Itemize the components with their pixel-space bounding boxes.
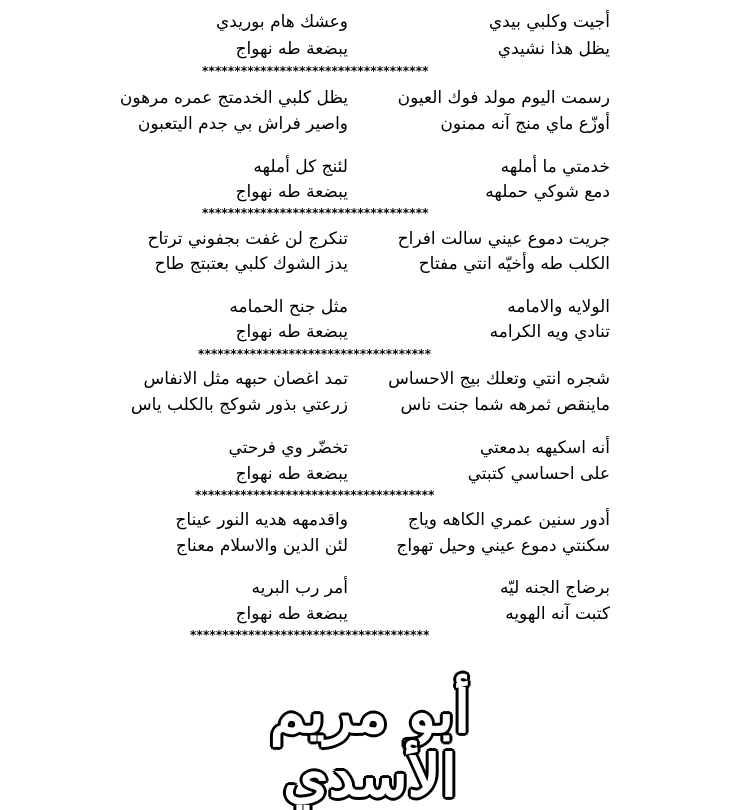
verse-line: أمر رب البريه	[251, 578, 348, 598]
verse-line: يدز الشوك كلبي بعتبتج طاح	[154, 254, 348, 274]
verse-line: تمد اغصان حبهه مثل الانفاس	[143, 369, 348, 389]
verse-line: خدمتي ما أملهه	[500, 157, 610, 177]
separator: *************************************	[190, 628, 430, 642]
verse-line: شجره انتي وتعلك بيج الاحساس	[388, 369, 610, 389]
verse-line: سكنتي دموع عيني وحيل تهواج	[396, 536, 610, 556]
verse-line: أوزّع ماي منج آنه ممنون	[440, 114, 610, 134]
verse-line: مثل جنح الحمامه	[229, 297, 348, 317]
verse-line: وعشك هام بوريدي	[215, 12, 348, 32]
verse-line: يبضعة طه نهواج	[235, 464, 348, 484]
verse-line: الكلب طه وأخيّه انتي مفتاح	[418, 254, 610, 274]
verse-line: ماينقص ثمرهه شما جنت ناس	[400, 395, 610, 415]
verse-line: زرعتي بذور شوكج بالكلب ياس	[130, 395, 348, 415]
verse-line: تخضّر وي فرحتي	[228, 438, 348, 458]
verse-line: رسمت اليوم مولد فوك العيون	[397, 88, 610, 108]
verse-line: دمع شوكي حملهه	[485, 182, 610, 202]
verse-line: يظل هذا نشيدي	[497, 39, 610, 59]
verse-line: أجيت وكلبي بيدي	[488, 12, 610, 32]
separator: ***********************************	[202, 206, 429, 220]
verse-line: تنادي ويه الكرامه	[489, 322, 610, 342]
verse-line: لئن الدين والاسلام معناج	[175, 536, 348, 556]
verse-line: لئنج كل أملهه	[253, 157, 348, 177]
verse-line: يبضعة طه نهواج	[235, 322, 348, 342]
signature-text: أبو مريم الأسدي	[269, 678, 471, 810]
verse-line: واصير فراش بي جدم اليتعبون	[137, 114, 348, 134]
verse-line: واقدمهه هديه النور عيناج	[175, 510, 348, 530]
verse-line: برضاج الجنه ليّه	[499, 578, 610, 598]
separator: ***********************************	[202, 64, 429, 78]
verse-line: الولايه والامامه	[507, 297, 610, 317]
separator: ************************************	[198, 347, 432, 361]
verse-line: يظل كلبي الخدمتج عمره مرهون	[119, 88, 348, 108]
verse-line: أنه اسكيهه بدمعتي	[479, 438, 610, 458]
verse-line: على احساسي كتبتي	[467, 464, 610, 484]
verse-line: أدور سنين عمري الكاهه وياج	[407, 510, 610, 530]
separator: *************************************	[195, 488, 435, 502]
calligraphy-signature	[225, 678, 515, 810]
verse-line: يبضعة طه نهواج	[235, 39, 348, 59]
verse-line: يبضعة طه نهواج	[235, 604, 348, 624]
verse-line: تنكرج لن غفت بجفوني ترتاح	[147, 229, 348, 249]
verse-line: جريت دموع عيني سالت افراح	[397, 229, 610, 249]
verse-line: يبضعة طه نهواج	[235, 182, 348, 202]
verse-line: كتبت آنه الهويه	[505, 604, 610, 624]
